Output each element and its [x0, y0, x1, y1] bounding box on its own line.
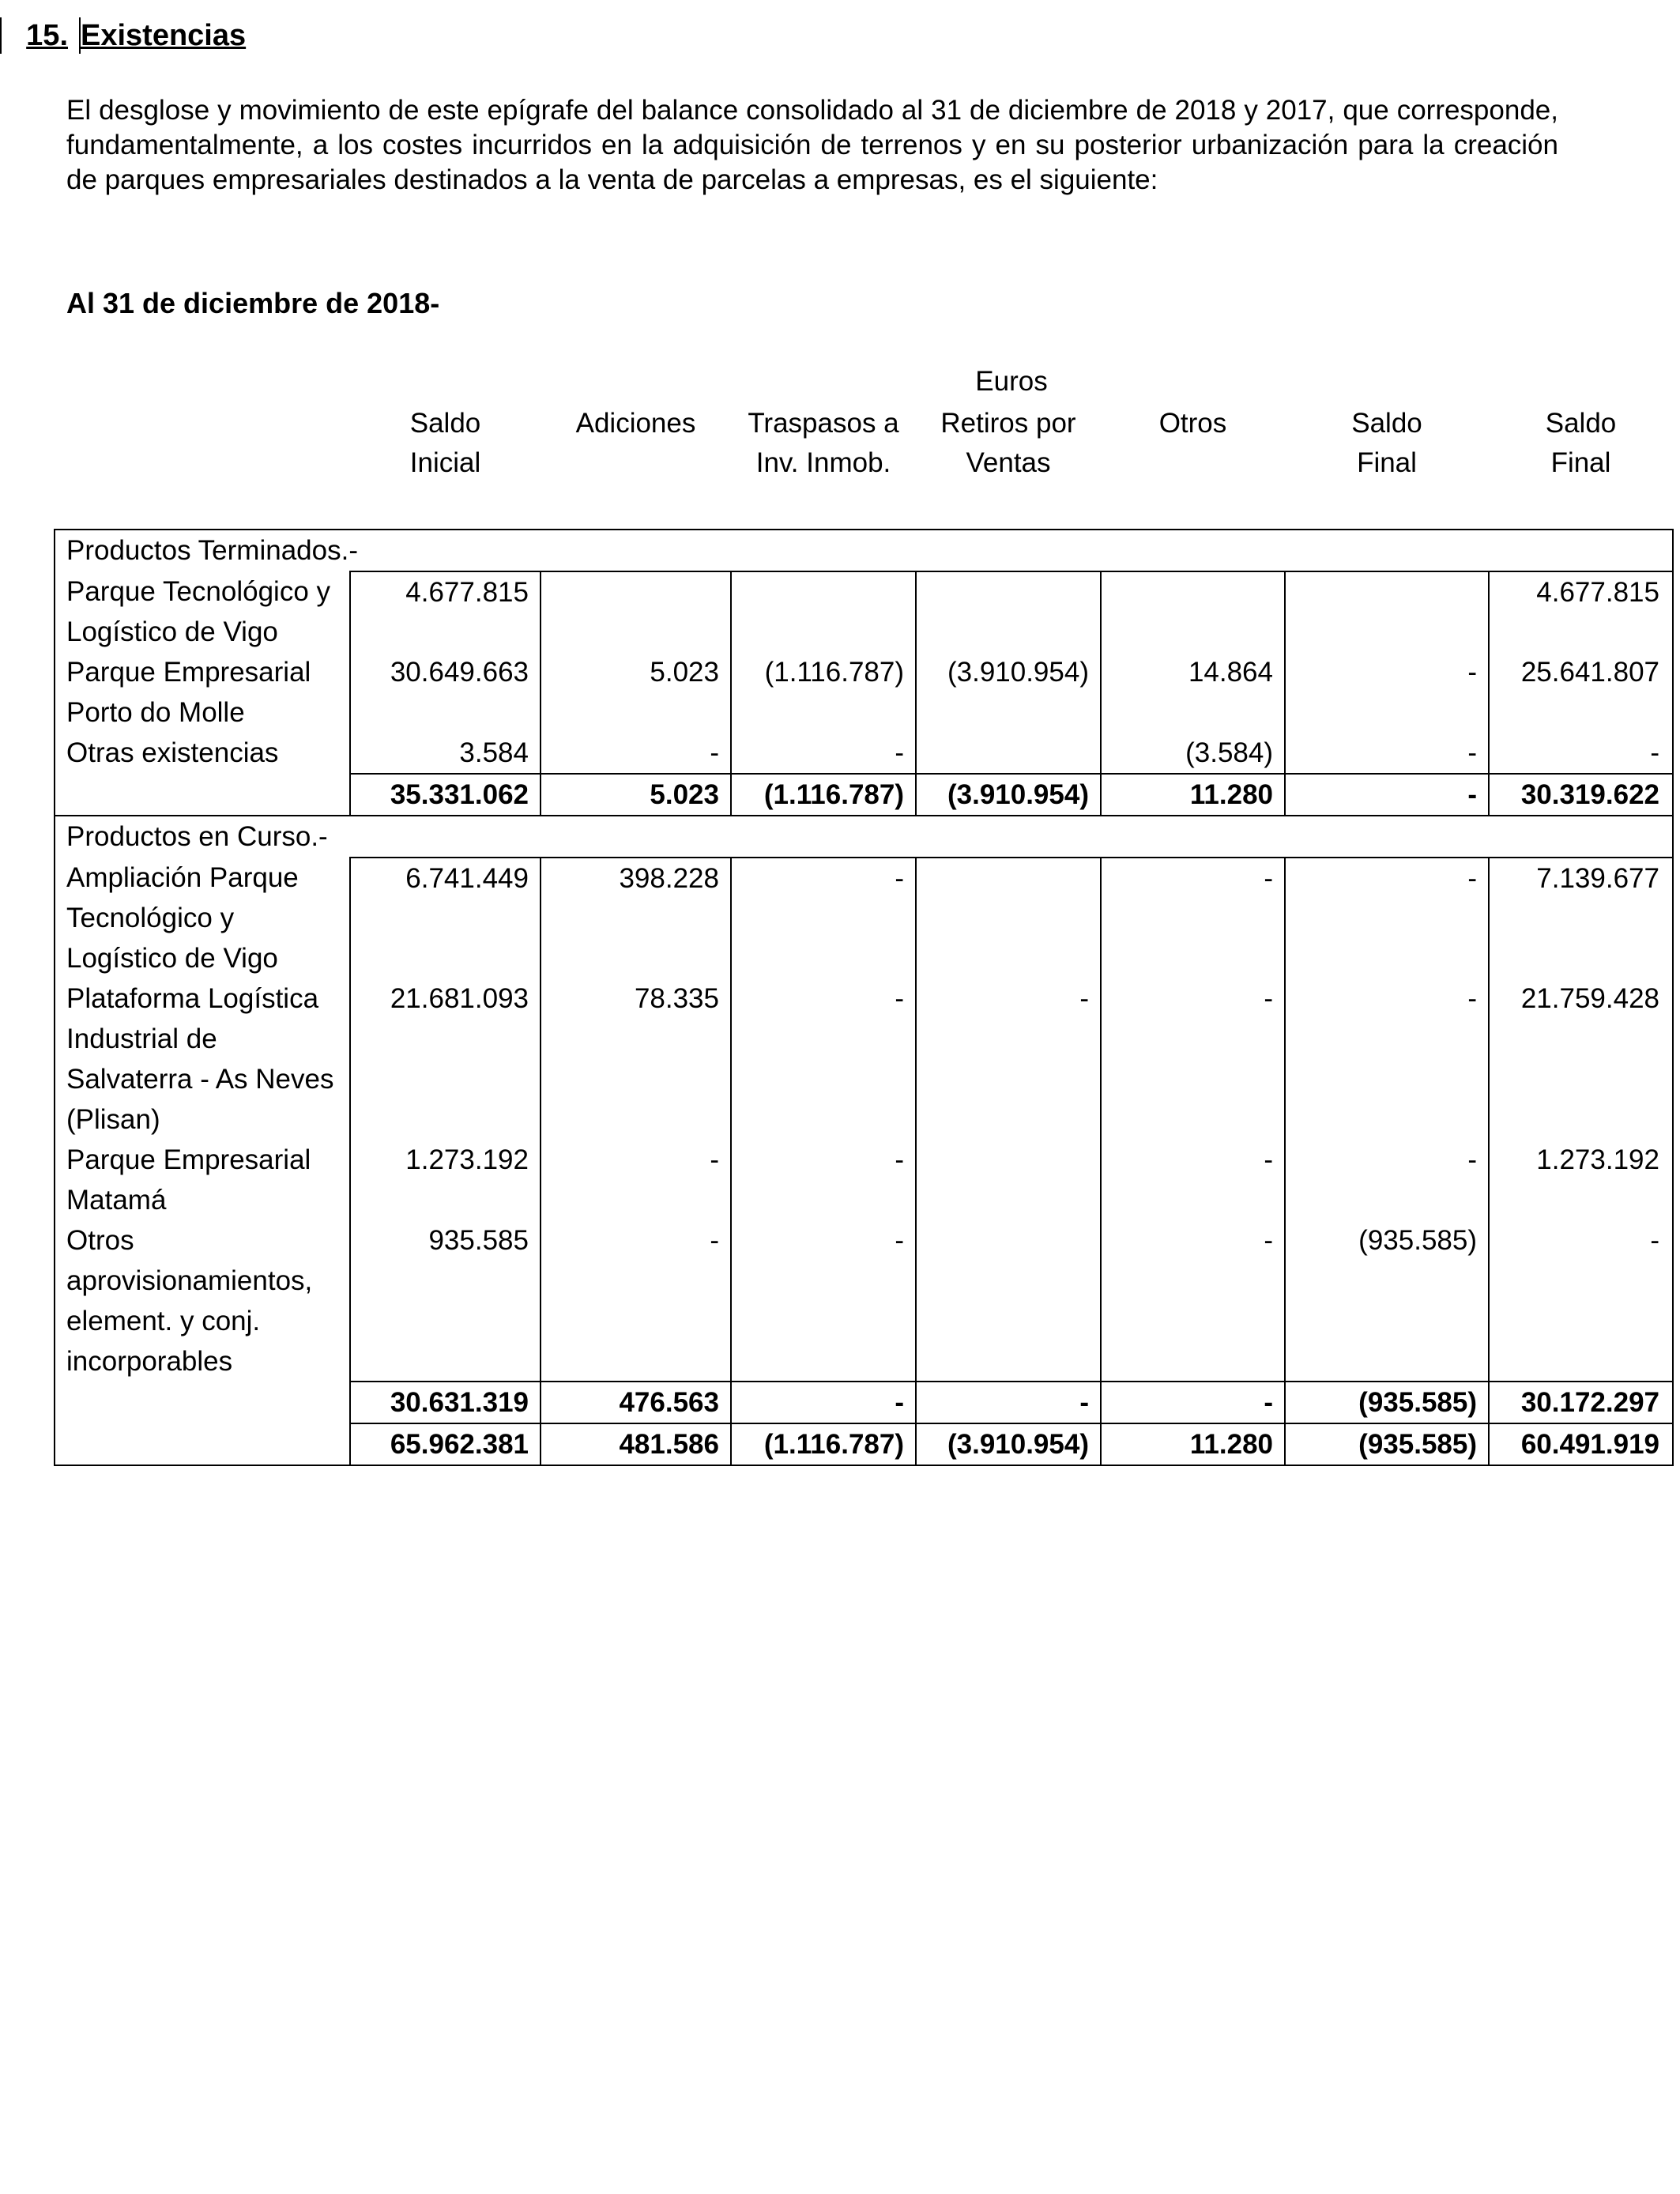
value-cell: - — [731, 1220, 916, 1382]
value-cell: - — [1285, 1140, 1489, 1220]
value-cell — [916, 1140, 1101, 1220]
value-cell: 30.319.622 — [1489, 774, 1673, 816]
value-cell: (3.910.954) — [916, 652, 1101, 733]
subtotal-row — [55, 774, 1673, 816]
value-cell: - — [731, 858, 916, 978]
value-cell: (3.910.954) — [916, 1423, 1101, 1465]
value-cell: (935.585) — [1285, 1382, 1489, 1423]
value-cell: 78.335 — [541, 978, 731, 1140]
value-cell: 5.023 — [541, 652, 731, 733]
value-cell: 7.139.677 — [1489, 858, 1673, 978]
value-cell: 65.962.381 — [350, 1423, 541, 1465]
value-cell: - — [541, 1140, 731, 1220]
value-cell: 30.172.297 — [1489, 1382, 1673, 1423]
value-cell: (935.585) — [1285, 1423, 1489, 1465]
value-cell: - — [731, 1382, 916, 1423]
value-cell: - — [916, 1382, 1101, 1423]
value-cell: - — [541, 733, 731, 774]
value-cell: 11.280 — [1101, 774, 1285, 816]
value-cell: - — [1489, 1220, 1673, 1382]
table-row — [55, 733, 1673, 774]
col-header-adiciones: Adiciones — [575, 408, 696, 439]
intro-paragraph: El desglose y movimiento de este epígrafe del balance consolidado al 31 de diciembre de 2018 y 2017, que corresponde, fundamentalmente, a los costes incurridos en la adquisición de terrenos y en su posterior urbanización para la creación de parques empresariales destinados a la venta de parcelas a empresas, es el siguiente: — [66, 95, 1558, 195]
value-cell: (1.116.787) — [731, 652, 916, 733]
row-label: Parque Empresarial Matamá — [55, 1140, 350, 1220]
value-cell: (3.584) — [1101, 733, 1285, 774]
col-header-saldo-final-b: Saldo Final — [1545, 408, 1617, 478]
header-corner — [55, 361, 350, 404]
value-cell: - — [1101, 1220, 1285, 1382]
row-label: Parque Empresarial Porto do Molle — [55, 652, 350, 733]
value-cell: 4.677.815 — [350, 571, 541, 652]
header-corner-lower — [55, 404, 350, 530]
value-cell: 1.273.192 — [350, 1140, 541, 1220]
value-cell: 30.631.319 — [350, 1382, 541, 1423]
subtotal-label-blank — [55, 1382, 350, 1423]
value-cell: - — [731, 1140, 916, 1220]
value-cell: 935.585 — [350, 1220, 541, 1382]
value-cell: - — [1101, 978, 1285, 1140]
value-cell — [731, 571, 916, 652]
value-cell — [916, 1220, 1101, 1382]
value-cell: - — [1285, 774, 1489, 816]
value-cell — [916, 858, 1101, 978]
section-number: 15. — [0, 17, 81, 54]
value-cell: - — [731, 733, 916, 774]
value-cell: 476.563 — [541, 1382, 731, 1423]
section-title-row — [55, 530, 1673, 571]
section-heading — [0, 17, 246, 54]
col-header-retiros: Retiros por Ventas — [940, 408, 1076, 478]
value-cell: 3.584 — [350, 733, 541, 774]
table-row — [55, 571, 1673, 652]
value-cell — [541, 571, 731, 652]
grand-total-label-blank — [55, 1423, 350, 1465]
value-cell: 481.586 — [541, 1423, 731, 1465]
col-header-otros: Otros — [1158, 408, 1227, 439]
row-label: Ampliación Parque Tecnológico y Logístico de Vigo — [55, 858, 350, 978]
value-cell: 398.228 — [541, 858, 731, 978]
value-cell — [1285, 571, 1489, 652]
value-cell: 60.491.919 — [1489, 1423, 1673, 1465]
table-row — [55, 652, 1673, 733]
subtotal-label-blank — [55, 774, 350, 816]
value-cell — [1101, 571, 1285, 652]
row-label: Plataforma Logística Industrial de Salvaterra - As Neves (Plisan) — [55, 978, 350, 1140]
value-cell: (1.116.787) — [731, 774, 916, 816]
value-cell: - — [731, 978, 916, 1140]
value-cell: 21.681.093 — [350, 978, 541, 1140]
inventory-table — [54, 361, 1674, 1466]
value-cell: - — [1285, 978, 1489, 1140]
col-header-saldo-final-a: Saldo Final — [1351, 408, 1422, 478]
value-cell: 14.864 — [1101, 652, 1285, 733]
value-cell: 1.273.192 — [1489, 1140, 1673, 1220]
grand-total-row — [55, 1423, 1673, 1465]
value-cell: - — [1285, 858, 1489, 978]
table-row — [55, 1140, 1673, 1220]
row-label: Otros aprovisionamientos, element. y conj. incorporables — [55, 1220, 350, 1382]
table-row — [55, 858, 1673, 978]
value-cell: (1.116.787) — [731, 1423, 916, 1465]
value-cell: - — [916, 978, 1101, 1140]
value-cell: 21.759.428 — [1489, 978, 1673, 1140]
row-label: Parque Tecnológico y Logístico de Vigo — [55, 571, 350, 652]
value-cell: 4.677.815 — [1489, 571, 1673, 652]
section-title-row — [55, 816, 1673, 858]
value-cell: - — [1101, 1382, 1285, 1423]
value-cell: - — [1285, 733, 1489, 774]
table-row — [55, 1220, 1673, 1382]
value-cell: - — [541, 1220, 731, 1382]
value-cell: 35.331.062 — [350, 774, 541, 816]
value-cell: 5.023 — [541, 774, 731, 816]
value-cell — [916, 733, 1101, 774]
table-subtitle: Al 31 de diciembre de 2018- — [66, 287, 440, 319]
value-cell: - — [1101, 858, 1285, 978]
value-cell: - — [1101, 1140, 1285, 1220]
section-title: Productos en Curso.- — [55, 816, 1673, 858]
euros-group-header: Euros — [975, 366, 1048, 397]
value-cell: 6.741.449 — [350, 858, 541, 978]
col-header-traspasos: Traspasos a Inv. Inmob. — [748, 408, 899, 478]
value-cell: (3.910.954) — [916, 774, 1101, 816]
value-cell: 30.649.663 — [350, 652, 541, 733]
section-title: Productos Terminados.- — [55, 530, 1673, 571]
value-cell: (935.585) — [1285, 1220, 1489, 1382]
value-cell: - — [1285, 652, 1489, 733]
col-header-saldo-inicial: Saldo Inicial — [409, 408, 481, 478]
value-cell: 11.280 — [1101, 1423, 1285, 1465]
row-label: Otras existencias — [55, 733, 350, 774]
subtotal-row — [55, 1382, 1673, 1423]
section-title: Existencias — [81, 19, 247, 52]
value-cell: - — [1489, 733, 1673, 774]
value-cell: 25.641.807 — [1489, 652, 1673, 733]
value-cell — [916, 571, 1101, 652]
table-row — [55, 978, 1673, 1140]
